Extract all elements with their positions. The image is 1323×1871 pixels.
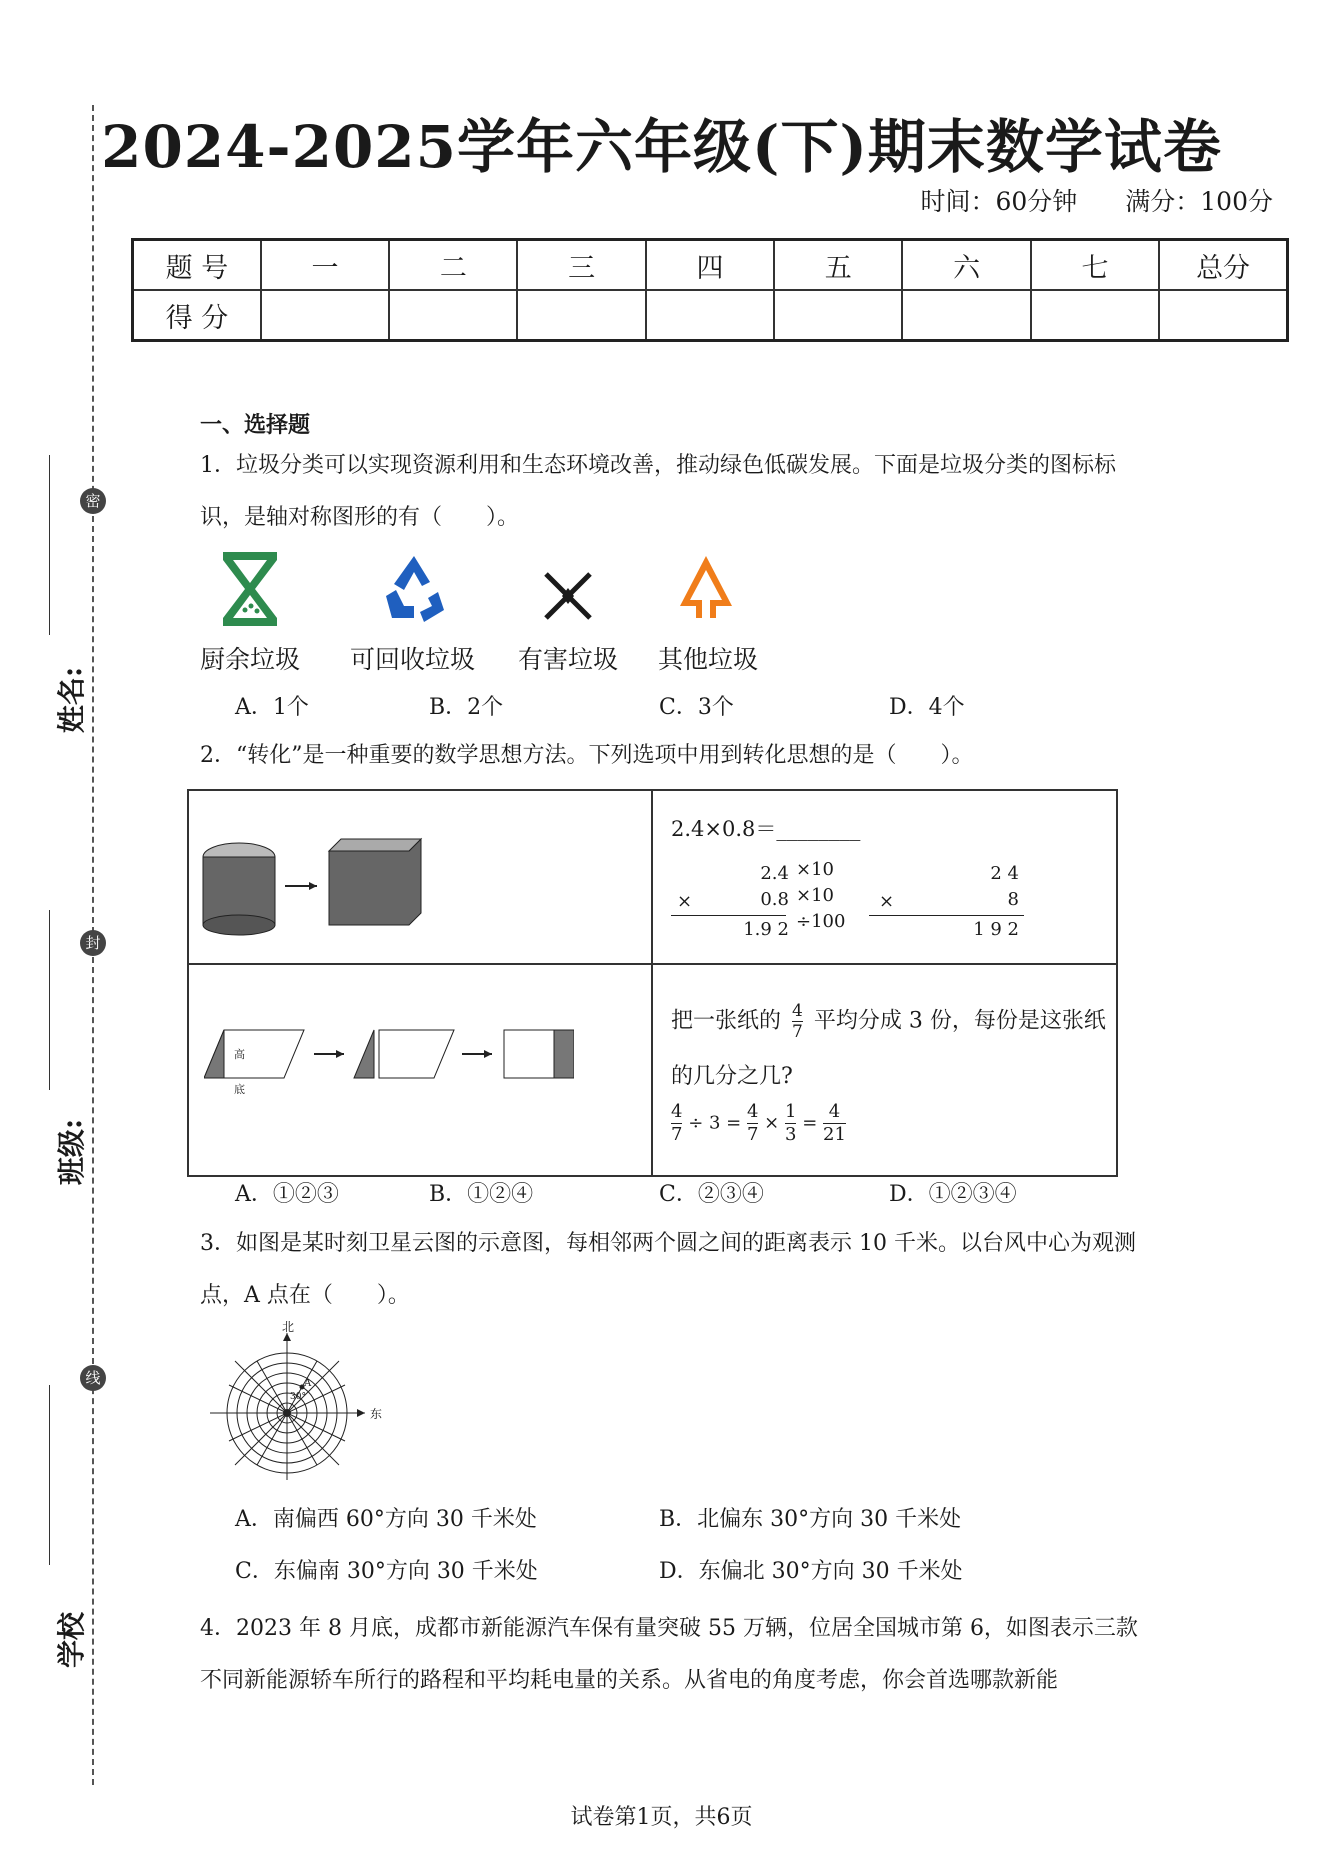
score-header-cell: 一 xyxy=(261,240,389,291)
q2-cell4-equation: $\frac{4}{7}$ ÷ 3 = $\frac{4}{7}$ × $\frac{1}{3}$ = $\frac{4}{21}$ xyxy=(671,1101,846,1145)
para-base-label: 底 xyxy=(234,1083,245,1096)
q2-cell2-equation: 2.4×0.8＝________ xyxy=(671,817,861,841)
calc-right-mid: 8 xyxy=(1007,889,1019,910)
calc-right-op: × xyxy=(879,891,895,912)
option-d[interactable]: D．①②③④ xyxy=(889,1182,1017,1207)
score-header-cell: 三 xyxy=(517,240,645,291)
kitchen-waste-icon xyxy=(215,548,285,630)
score-value-cell[interactable] xyxy=(774,290,902,341)
score-header-cell: 五 xyxy=(774,240,902,291)
fraction-4-7: $\frac{4}{7}$ xyxy=(792,1001,803,1042)
para-height-label: 高 xyxy=(234,1048,245,1061)
score-header-row xyxy=(133,240,1288,291)
score-header-cell: 四 xyxy=(646,240,774,291)
score-table xyxy=(131,238,1289,342)
icon-label: 可回收垃圾 xyxy=(350,645,476,674)
calc-mid-3: ÷100 xyxy=(796,911,846,932)
page-footer: 试卷第1页，共6页 xyxy=(570,1805,753,1830)
section-heading: 一、选择题 xyxy=(200,412,311,438)
hazardous-waste-icon xyxy=(540,568,596,624)
q2-cell4-text2: 平均分成 3 份，每份是这张纸 xyxy=(813,1008,1106,1034)
q3-options xyxy=(235,1502,1135,1592)
angle-label: 30° xyxy=(290,1392,306,1402)
option-c[interactable]: C．3个 xyxy=(659,695,734,720)
score-value-cell[interactable] xyxy=(1159,290,1287,341)
exam-full-score: 满分：100分 xyxy=(1125,187,1273,216)
school-line xyxy=(49,1385,50,1565)
class-line xyxy=(49,910,50,1090)
q3-text: 3．如图是某时刻卫星云图的示意图，每相邻两个圆之间的距离表示 10 千米。以台风中心为观测点，A 点在（ ）。 xyxy=(200,1231,1136,1308)
option-c[interactable]: C．东偏南 30°方向 30 千米处 xyxy=(235,1559,538,1584)
exam-meta xyxy=(920,182,1273,218)
score-value-label: 得 分 xyxy=(133,290,261,341)
score-value-row xyxy=(133,290,1288,341)
score-value-cell[interactable] xyxy=(517,290,645,341)
north-label: 北 xyxy=(282,1320,295,1334)
option-b[interactable]: B．北偏东 30°方向 30 千米处 xyxy=(659,1507,962,1532)
score-header-cell: 七 xyxy=(1031,240,1159,291)
other-waste-icon xyxy=(676,552,736,626)
q2-cell4-text1: 把一张纸的 xyxy=(671,1008,782,1034)
point-a-label: A xyxy=(304,1378,312,1389)
score-header-cell: 六 xyxy=(902,240,1030,291)
school-label: 学校 xyxy=(55,1612,88,1669)
parallelogram-transform-figure xyxy=(204,1026,574,1096)
icon-label: 有害垃圾 xyxy=(518,645,619,674)
calc-left-result: 1.9 2 xyxy=(743,919,789,940)
score-value-cell[interactable] xyxy=(389,290,517,341)
option-a[interactable]: A．①②③ xyxy=(235,1182,339,1207)
exam-time: 时间：60分钟 xyxy=(920,187,1078,216)
score-value-cell[interactable] xyxy=(261,290,389,341)
q2-cell4-line2: 的几分之几? xyxy=(671,1064,793,1089)
seal-xian: 线 xyxy=(80,1365,106,1391)
calc-left-top: 2.4 xyxy=(760,863,789,884)
seal-mi: 密 xyxy=(80,488,106,514)
option-d[interactable]: D．4个 xyxy=(889,695,965,720)
score-value-cell[interactable] xyxy=(1031,290,1159,341)
recyclable-waste-icon xyxy=(380,552,448,626)
calc-mid-2: ×10 xyxy=(796,885,834,906)
seal-feng: 封 xyxy=(80,930,106,956)
calc-right-result: 1 9 2 xyxy=(973,919,1019,940)
q4-text: 4．2023 年 8 月底，成都市新能源汽车保有量突破 55 万辆，位居全国城市第 6，如图表示三款不同新能源轿车所行的路程和平均耗电量的关系。从省电的角度考虑，你会首选哪款新能 xyxy=(200,1616,1138,1693)
score-value-cell[interactable] xyxy=(646,290,774,341)
page-title: 2024-2025学年六年级(下)期末数学试卷 xyxy=(101,113,1222,181)
score-header-cell: 总分 xyxy=(1159,240,1287,291)
name-line xyxy=(49,455,50,635)
east-label: 东 xyxy=(370,1407,383,1421)
typhoon-polar-diagram xyxy=(205,1325,385,1485)
class-label: 班级: xyxy=(55,1118,88,1186)
calc-right-top: 2 4 xyxy=(990,863,1019,884)
option-b[interactable]: B．2个 xyxy=(429,695,504,720)
calc-mid-1: ×10 xyxy=(796,859,834,880)
option-d[interactable]: D．东偏北 30°方向 30 千米处 xyxy=(659,1559,963,1584)
score-header-cell: 题 号 xyxy=(133,240,261,291)
option-a[interactable]: A．南偏西 60°方向 30 千米处 xyxy=(235,1507,537,1532)
option-b[interactable]: B．①②④ xyxy=(429,1182,534,1207)
name-label: 姓名: xyxy=(55,666,88,734)
q1-text: 1．垃圾分类可以实现资源利用和生态环境改善，推动绿色低碳发展。下面是垃圾分类的图标标识，是轴对称图形的有（ ）。 xyxy=(200,453,1117,530)
cylinder-transform-figure xyxy=(199,831,434,941)
option-c[interactable]: C．②③④ xyxy=(659,1182,764,1207)
calc-left-op: × xyxy=(677,891,693,912)
calc-left-mid: 0.8 xyxy=(760,889,789,910)
score-header-cell: 二 xyxy=(389,240,517,291)
q2-text: 2．“转化”是一种重要的数学思想方法。下列选项中用到转化思想的是（ ）。 xyxy=(200,743,974,768)
icon-label: 厨余垃圾 xyxy=(200,645,301,674)
q2-cell4-line1 xyxy=(671,1001,1106,1042)
icon-label: 其他垃圾 xyxy=(658,645,759,674)
q2-grid xyxy=(187,789,1118,1177)
score-value-cell[interactable] xyxy=(902,290,1030,341)
option-a[interactable]: A．1个 xyxy=(235,695,309,720)
